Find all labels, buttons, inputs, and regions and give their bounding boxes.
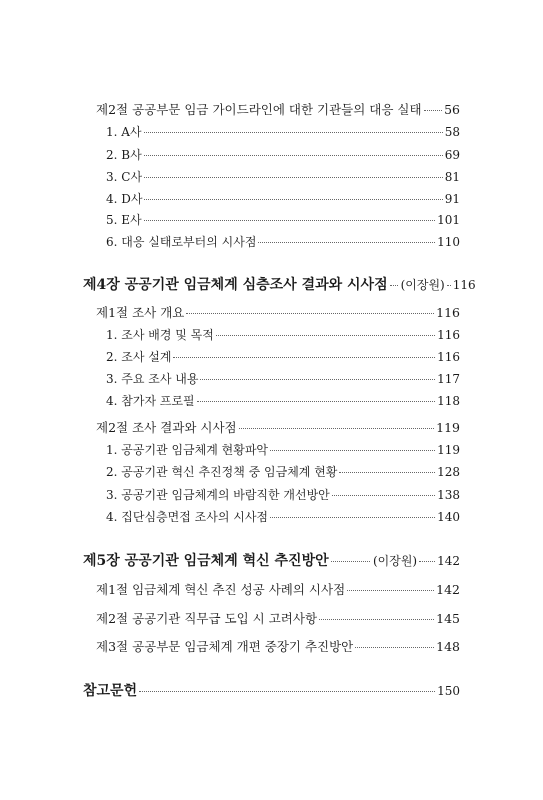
toc-item-b[interactable] (106, 146, 460, 163)
toc-entry-page: 101 (437, 213, 460, 227)
dot-leader (144, 176, 443, 178)
toc-item-d[interactable] (106, 190, 460, 207)
dot-leader (339, 471, 435, 473)
toc-chapter-4[interactable] (83, 274, 476, 294)
dot-leader (144, 154, 443, 156)
toc-entry-page: 91 (444, 192, 460, 206)
dot-leader (447, 284, 451, 286)
toc-entry-page: 148 (436, 639, 460, 654)
dot-leader (419, 560, 435, 562)
toc-entry-title: 제1절 조사 개요 (96, 305, 185, 320)
toc-section-5-3[interactable] (96, 637, 460, 655)
dot-leader (319, 618, 434, 620)
toc-entry-title: 1. A사 (106, 125, 142, 139)
dot-leader (258, 241, 435, 243)
toc-entry-title: 5. E사 (106, 213, 142, 227)
toc-entry-title: 1. 조사 배경 및 목적 (106, 328, 214, 342)
toc-entry-page: 116 (436, 305, 460, 320)
toc-item-4-2-4[interactable] (106, 508, 460, 525)
dot-leader (197, 400, 435, 402)
dot-leader (139, 690, 435, 692)
toc-entry-page: 117 (437, 372, 460, 386)
toc-section-4-1[interactable] (96, 303, 460, 321)
toc-item-e[interactable] (106, 211, 460, 228)
dot-leader (144, 198, 442, 200)
dot-leader (144, 219, 435, 221)
toc-entry-title: 1. 공공기관 임금체계 현황파악 (106, 443, 268, 457)
toc-entry-title: 4. 참가자 프로필 (106, 394, 195, 408)
toc-item-4-2-1[interactable] (106, 441, 460, 458)
toc-entry-page: 116 (437, 350, 460, 364)
toc-entry-page: 116 (437, 328, 460, 342)
dot-leader (270, 516, 435, 518)
toc-chapter-title: 제5장 공공기관 임금체계 혁신 추진방안 (83, 553, 329, 569)
dot-leader (424, 109, 443, 111)
toc-chapter-title: 제4장 공공기관 임금체계 심층조사 결과와 시사점 (83, 277, 388, 293)
toc-item-4-1-1[interactable] (106, 326, 460, 343)
toc-section-5-2[interactable] (96, 609, 460, 627)
toc-entry-page: 110 (437, 235, 460, 249)
toc-entry-title: 제3절 공공부문 임금체계 개편 중장기 추진방안 (96, 639, 354, 654)
toc-entry-page: 119 (436, 420, 460, 435)
toc-entry-title: 4. 집단심층면접 조사의 시사점 (106, 510, 268, 524)
toc-item-4-2-3[interactable] (106, 486, 460, 503)
toc-author: (이장원) (372, 554, 418, 568)
toc-entry-title: 제1절 임금체계 혁신 추진 성공 사례의 시사점 (96, 582, 346, 597)
dot-leader (332, 494, 435, 496)
toc-section-2-2[interactable] (96, 100, 460, 118)
toc-entry-page: 150 (437, 684, 460, 698)
toc-item-4-1-4[interactable] (106, 392, 460, 409)
toc-entry-page: 140 (437, 510, 460, 524)
toc-entry-title: 2. B사 (106, 148, 142, 162)
toc-item-4-1-3[interactable] (106, 370, 460, 387)
dot-leader (200, 378, 435, 380)
toc-chapter-5[interactable] (83, 550, 460, 570)
toc-entry-title: 3. 주요 조사 내용 (106, 372, 199, 386)
toc-section-4-2[interactable] (96, 418, 460, 436)
toc-entry-title: 제2절 조사 결과와 시사점 (96, 420, 237, 435)
toc-author: (이장원) (400, 278, 445, 292)
toc-item-c[interactable] (106, 168, 460, 185)
toc-item-4-1-2[interactable] (106, 348, 460, 365)
toc-entry-title: 제2절 공공기관 직무급 도입 시 고려사항 (96, 611, 318, 626)
toc-entry-title: 4. D사 (106, 192, 143, 206)
toc-entry-page: 142 (437, 554, 460, 568)
dot-leader (144, 131, 443, 133)
toc-references-title: 참고문헌 (83, 683, 138, 699)
dot-leader (173, 356, 435, 358)
toc-references[interactable] (83, 680, 460, 700)
toc-item-a[interactable] (106, 123, 460, 140)
toc-entry-title: 2. 조사 설계 (106, 350, 172, 364)
toc-item-implications[interactable] (106, 233, 460, 250)
toc-entry-page: 58 (444, 125, 460, 139)
dot-leader (216, 334, 435, 336)
toc-section-5-1[interactable] (96, 580, 460, 598)
toc-entry-page: 142 (436, 582, 460, 597)
toc-entry-page: 118 (437, 394, 460, 408)
toc-entry-page: 138 (437, 488, 460, 502)
dot-leader (186, 312, 434, 314)
dot-leader (331, 560, 370, 562)
dot-leader (270, 449, 435, 451)
dot-leader (347, 589, 434, 591)
toc-entry-page: 116 (452, 278, 476, 292)
toc-entry-title: 3. 공공기관 임금체계의 바람직한 개선방안 (106, 488, 330, 502)
toc-entry-page: 128 (437, 465, 460, 479)
toc-item-4-2-2[interactable] (106, 463, 460, 480)
toc-entry-title: 3. C사 (106, 170, 143, 184)
toc-entry-page: 119 (437, 443, 460, 457)
toc-entry-page: 69 (444, 148, 460, 162)
toc-entry-page: 81 (444, 170, 460, 184)
toc-entry-page: 56 (444, 102, 460, 117)
dot-leader (390, 284, 398, 286)
toc-entry-title: 2. 공공기관 혁신 추진정책 중 임금체계 현황 (106, 465, 338, 479)
toc-entry-title: 제2절 공공부문 임금 가이드라인에 대한 기관들의 대응 실태 (96, 102, 422, 117)
dot-leader (355, 646, 434, 648)
toc-entry-title: 6. 대응 실태로부터의 시사점 (106, 235, 257, 249)
dot-leader (239, 427, 435, 429)
toc-entry-page: 145 (436, 611, 460, 626)
